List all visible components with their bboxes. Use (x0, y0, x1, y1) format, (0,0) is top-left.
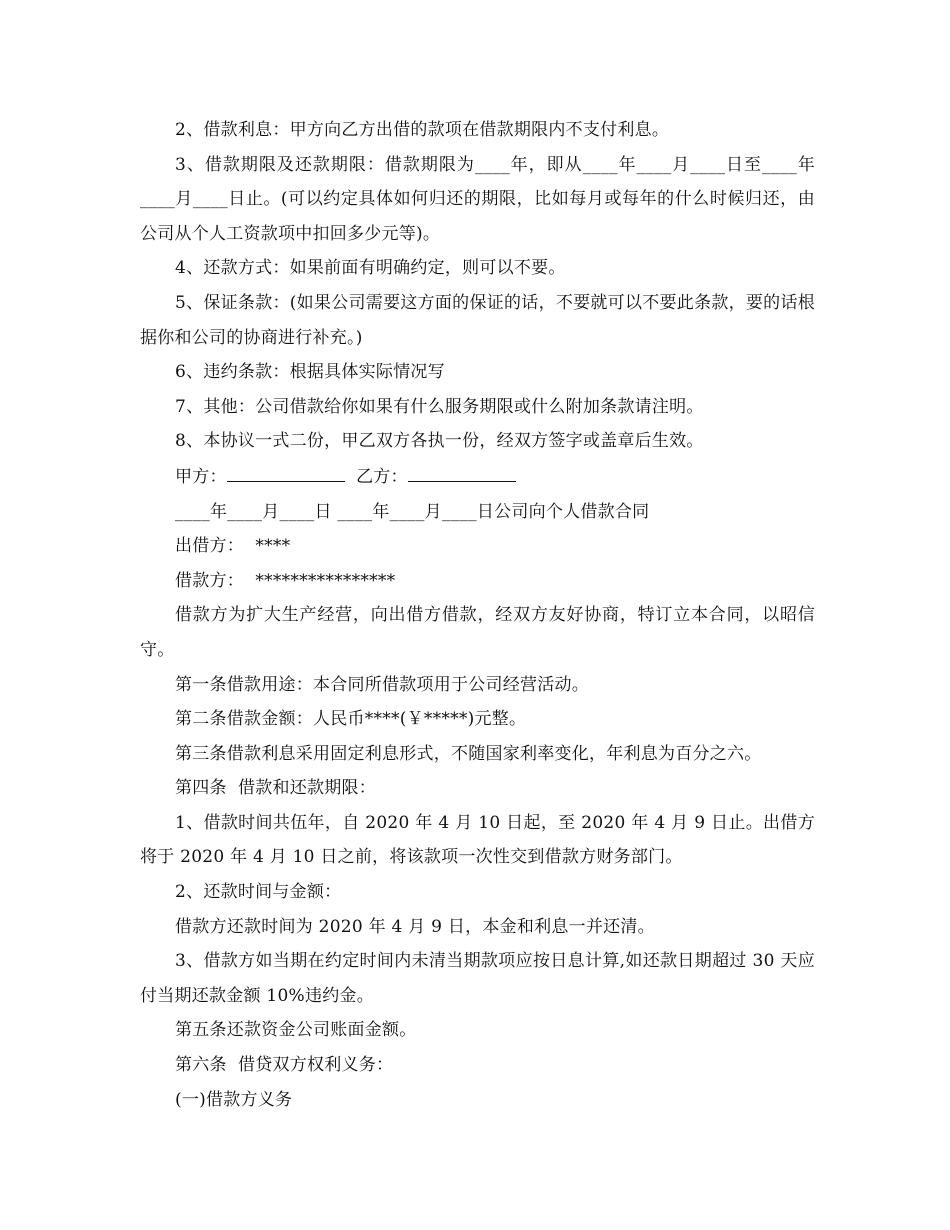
preamble: 借款方为扩大生产经营，向出借方借款，经双方友好协商，特订立本合同，以昭信守。 (140, 605, 815, 660)
lender-value: **** (255, 536, 291, 557)
article-4-item-1: 1、借款时间共伍年，自 2020 年 4 月 10 日起，至 2020 年 4 月 9 日止。出借方将于 2020 年 4 月 10 日之前，将该款项一次性交到借款方财务部门。 (140, 812, 815, 868)
article-4-item-2: 2、还款时间与金额： (175, 882, 342, 903)
article-4-repayment-date: 借款方还款时间为 2020 年 4 月 9 日，本金和利息一并还清。 (175, 916, 655, 937)
party-a-label: 甲方： (175, 466, 227, 487)
date-title-row: ____年____月____日 ____年____月____日公司向个人借款合同 (175, 501, 650, 522)
party-a-signature-blank (227, 459, 345, 482)
clause-interest: 2、借款利息：甲方向乙方出借的款项在借款期限内不支付利息。 (175, 120, 670, 140)
clause-guarantee: 5、保证条款：(如果公司需要这方面的保证的话，不要就可以不要此条款，要的话根据你和公司的协商进行补充。) (140, 292, 815, 348)
signature-row (140, 459, 815, 495)
borrower-row (140, 564, 815, 599)
clause-repayment-method: 4、还款方式：如果前面有明确约定，则可以不要。 (175, 258, 566, 279)
clause-copies: 8、本协议一式二份，甲乙双方各执一份，经双方签字或盖章后生效。 (175, 431, 704, 452)
party-b-signature-blank (408, 459, 516, 482)
clause-breach: 6、违约条款：根据具体实际情况写 (175, 362, 445, 383)
clause-term: 3、借款期限及还款期限：借款期限为____年，即从____年____月____日至____年____月____日止。(可以约定具体如何归还的期限，比如每月或每年的什么时候归还，由公司从个人工资款项中扣回多少元等)。 (140, 154, 815, 244)
article-6-heading: 第六条 借贷双方权利义务： (175, 1055, 394, 1076)
party-b-label: 乙方： (356, 466, 408, 487)
article-1-purpose: 第一条借款用途：本合同所借款项用于公司经营活动。 (175, 674, 589, 695)
borrower-value: **************** (255, 570, 396, 591)
article-4-heading: 第四条 借款和还款期限： (175, 778, 377, 799)
article-3-interest: 第三条借款利息采用固定利息形式，不随国家利率变化，年利息为百分之六。 (175, 743, 762, 764)
borrower-label: 借款方： (175, 570, 244, 591)
article-2-amount: 第二条借款金额：人民币****(￥*****)元整。 (175, 709, 527, 730)
lender-label: 出借方： (175, 536, 244, 557)
article-5: 第五条还款资金公司账面金额。 (175, 1020, 417, 1041)
clause-other: 7、其他：公司借款给你如果有什么服务期限或什么附加条款请注明。 (175, 396, 704, 417)
document-page (140, 113, 815, 1117)
lender-row (140, 529, 815, 564)
article-6-borrower-obligations: (一)借款方义务 (175, 1089, 293, 1110)
article-4-item-3: 3、借款方如当期在约定时间内未清当期款项应按日息计算,如还款日期超过 30 天应付当期还款金额 10%违约金。 (140, 951, 815, 1006)
